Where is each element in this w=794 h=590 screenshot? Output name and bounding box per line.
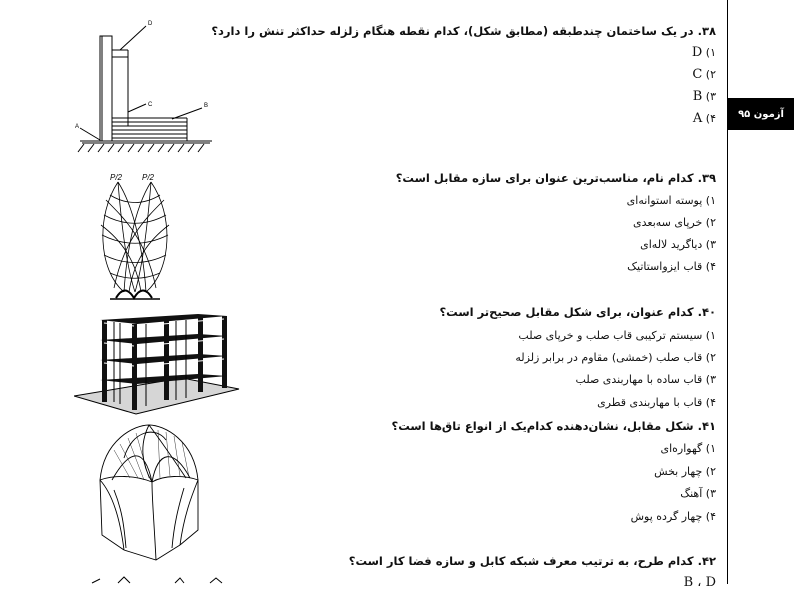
question-40-option-3[interactable]: ۳) قاب ساده با مهاربندی صلب xyxy=(575,373,716,386)
question-41-option-3[interactable]: ۳) آهنگ xyxy=(680,487,716,500)
exam-tab: آزمون ۹۵ xyxy=(728,98,794,130)
question-39-option-1[interactable]: ۱) پوسته استوانه‌ای xyxy=(626,194,716,207)
question-38-option-3[interactable]: ۳) B xyxy=(692,89,716,104)
question-38-option-1[interactable]: ۱) D xyxy=(691,45,716,60)
question-41-option-1[interactable]: ۱) گهواره‌ای xyxy=(660,442,716,455)
figure-39-tulip-diagrid xyxy=(96,170,176,305)
question-42-option-1[interactable]: B ، D xyxy=(683,575,716,590)
question-41-option-2[interactable]: ۲) چهار بخش xyxy=(654,465,716,478)
question-38-option-4[interactable]: ۴) A xyxy=(692,111,716,126)
label-b: B xyxy=(204,103,209,109)
question-39-option-2[interactable]: ۲) خرپای سه‌بعدی xyxy=(633,216,716,229)
question-38-title: ۳۸. در یک ساختمان چندطبقه (مطابق شکل)، کدام نقطه هنگام زلزله حداکثر تنش را دارد؟ xyxy=(211,24,716,38)
label-a: A xyxy=(75,124,80,130)
question-42-title: ۴۲. کدام طرح، به ترتیب معرف شبکه کابل و سازه فضا کار است؟ xyxy=(348,554,716,568)
label-c: C xyxy=(148,102,153,108)
figure-41-vault xyxy=(94,420,204,562)
figure-42-partial xyxy=(90,574,240,584)
load-label-left: P/2 xyxy=(110,173,123,182)
question-39-option-4[interactable]: ۴) قاب ایزواستاتیک xyxy=(627,260,716,273)
question-40-option-4[interactable]: ۴) قاب با مهاربندی قطری xyxy=(597,396,716,409)
load-label-right: P/2 xyxy=(142,173,155,182)
question-40-title: ۴۰. کدام عنوان، برای شکل مقابل صحیح‌تر است؟ xyxy=(439,305,716,319)
question-41-title: ۴۱. شکل مقابل، نشان‌دهنده کدام‌یک از انواع تاق‌ها است؟ xyxy=(391,419,716,433)
question-39-option-3[interactable]: ۳) دیاگرید لاله‌ای xyxy=(640,238,716,251)
figure-38-building xyxy=(72,16,222,158)
label-d: D xyxy=(148,21,153,27)
question-38-option-2[interactable]: ۲) C xyxy=(692,67,716,82)
margin-rule xyxy=(727,0,728,584)
question-40-option-1[interactable]: ۱) سیستم ترکیبی قاب صلب و خرپای صلب xyxy=(518,329,716,342)
question-39-title: ۳۹. کدام نام، مناسب‌ترین عنوان برای سازه مقابل است؟ xyxy=(395,171,716,185)
question-41-option-4[interactable]: ۴) چهار گرده پوش xyxy=(630,510,716,523)
question-40-option-2[interactable]: ۲) قاب صلب (خمشی) مقاوم در برابر زلزله xyxy=(515,351,716,364)
figure-40-frame xyxy=(74,314,244,419)
